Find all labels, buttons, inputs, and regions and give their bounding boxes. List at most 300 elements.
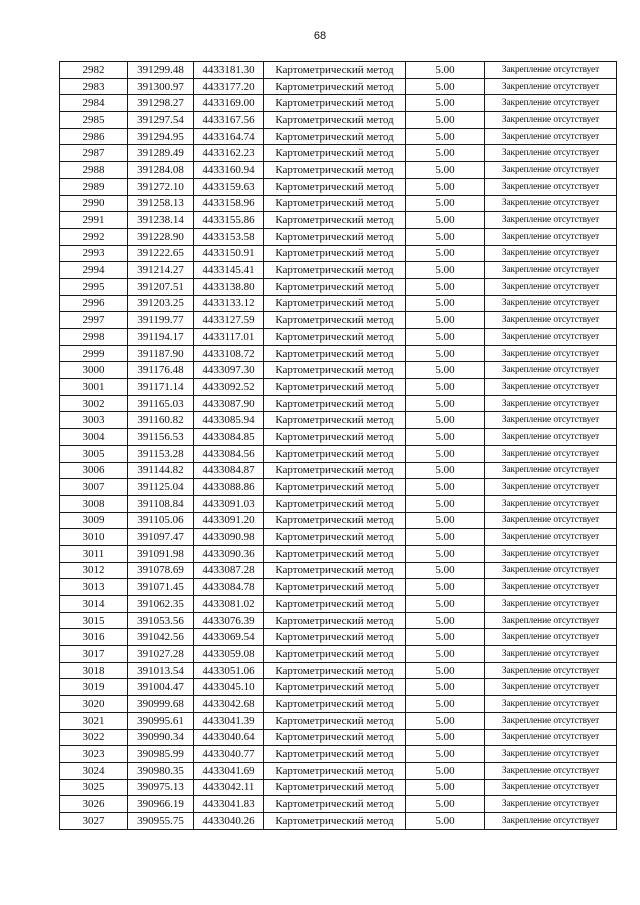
precision-cell: 5.00 bbox=[406, 646, 485, 663]
table-row bbox=[60, 345, 617, 362]
y-coordinate-cell: 4433059.08 bbox=[194, 646, 264, 663]
precision-cell: 5.00 bbox=[406, 78, 485, 95]
table-row bbox=[60, 529, 617, 546]
point-id-cell: 3014 bbox=[60, 596, 128, 613]
x-coordinate-cell: 391153.28 bbox=[128, 445, 194, 462]
y-coordinate-cell: 4433097.30 bbox=[194, 362, 264, 379]
status-cell: Закрепление отсутствует bbox=[485, 796, 617, 813]
y-coordinate-cell: 4433040.64 bbox=[194, 729, 264, 746]
precision-cell: 5.00 bbox=[406, 762, 485, 779]
y-coordinate-cell: 4433041.69 bbox=[194, 762, 264, 779]
y-coordinate-cell: 4433040.77 bbox=[194, 746, 264, 763]
x-coordinate-cell: 391207.51 bbox=[128, 278, 194, 295]
precision-cell: 5.00 bbox=[406, 796, 485, 813]
point-id-cell: 2999 bbox=[60, 345, 128, 362]
x-coordinate-cell: 391284.08 bbox=[128, 162, 194, 179]
table-row bbox=[60, 329, 617, 346]
point-id-cell: 2994 bbox=[60, 262, 128, 279]
table-row bbox=[60, 662, 617, 679]
precision-cell: 5.00 bbox=[406, 395, 485, 412]
method-cell: Картометрический метод bbox=[264, 646, 406, 663]
precision-cell: 5.00 bbox=[406, 779, 485, 796]
table-row bbox=[60, 445, 617, 462]
x-coordinate-cell: 391203.25 bbox=[128, 295, 194, 312]
y-coordinate-cell: 4433162.23 bbox=[194, 145, 264, 162]
precision-cell: 5.00 bbox=[406, 679, 485, 696]
x-coordinate-cell: 391004.47 bbox=[128, 679, 194, 696]
point-id-cell: 2985 bbox=[60, 112, 128, 129]
table-row bbox=[60, 779, 617, 796]
point-id-cell: 2983 bbox=[60, 78, 128, 95]
precision-cell: 5.00 bbox=[406, 512, 485, 529]
method-cell: Картометрический метод bbox=[264, 395, 406, 412]
method-cell: Картометрический метод bbox=[264, 429, 406, 446]
table-row bbox=[60, 729, 617, 746]
method-cell: Картометрический метод bbox=[264, 245, 406, 262]
x-coordinate-cell: 391228.90 bbox=[128, 228, 194, 245]
precision-cell: 5.00 bbox=[406, 579, 485, 596]
status-cell: Закрепление отсутствует bbox=[485, 262, 617, 279]
status-cell: Закрепление отсутствует bbox=[485, 545, 617, 562]
method-cell: Картометрический метод bbox=[264, 729, 406, 746]
precision-cell: 5.00 bbox=[406, 696, 485, 713]
table-row bbox=[60, 112, 617, 129]
x-coordinate-cell: 390980.35 bbox=[128, 762, 194, 779]
method-cell: Картометрический метод bbox=[264, 512, 406, 529]
point-id-cell: 2996 bbox=[60, 295, 128, 312]
point-id-cell: 3006 bbox=[60, 462, 128, 479]
y-coordinate-cell: 4433091.20 bbox=[194, 512, 264, 529]
method-cell: Картометрический метод bbox=[264, 629, 406, 646]
y-coordinate-cell: 4433045.10 bbox=[194, 679, 264, 696]
precision-cell: 5.00 bbox=[406, 562, 485, 579]
point-id-cell: 3007 bbox=[60, 479, 128, 496]
point-id-cell: 3003 bbox=[60, 412, 128, 429]
precision-cell: 5.00 bbox=[406, 112, 485, 129]
precision-cell: 5.00 bbox=[406, 746, 485, 763]
method-cell: Картометрический метод bbox=[264, 228, 406, 245]
method-cell: Картометрический метод bbox=[264, 779, 406, 796]
y-coordinate-cell: 4433042.11 bbox=[194, 779, 264, 796]
table-row bbox=[60, 312, 617, 329]
status-cell: Закрепление отсутствует bbox=[485, 495, 617, 512]
point-id-cell: 2991 bbox=[60, 212, 128, 229]
table-row bbox=[60, 228, 617, 245]
x-coordinate-cell: 391176.48 bbox=[128, 362, 194, 379]
point-id-cell: 3019 bbox=[60, 679, 128, 696]
table-row bbox=[60, 62, 617, 79]
status-cell: Закрепление отсутствует bbox=[485, 662, 617, 679]
y-coordinate-cell: 4433138.80 bbox=[194, 278, 264, 295]
precision-cell: 5.00 bbox=[406, 212, 485, 229]
point-id-cell: 3026 bbox=[60, 796, 128, 813]
y-coordinate-cell: 4433177.20 bbox=[194, 78, 264, 95]
status-cell: Закрепление отсутствует bbox=[485, 812, 617, 829]
y-coordinate-cell: 4433042.68 bbox=[194, 696, 264, 713]
method-cell: Картометрический метод bbox=[264, 662, 406, 679]
status-cell: Закрепление отсутствует bbox=[485, 746, 617, 763]
precision-cell: 5.00 bbox=[406, 128, 485, 145]
precision-cell: 5.00 bbox=[406, 545, 485, 562]
status-cell: Закрепление отсутствует bbox=[485, 479, 617, 496]
point-id-cell: 3013 bbox=[60, 579, 128, 596]
y-coordinate-cell: 4433150.91 bbox=[194, 245, 264, 262]
status-cell: Закрепление отсутствует bbox=[485, 562, 617, 579]
point-id-cell: 2992 bbox=[60, 228, 128, 245]
status-cell: Закрепление отсутствует bbox=[485, 312, 617, 329]
precision-cell: 5.00 bbox=[406, 429, 485, 446]
status-cell: Закрепление отсутствует bbox=[485, 395, 617, 412]
precision-cell: 5.00 bbox=[406, 462, 485, 479]
precision-cell: 5.00 bbox=[406, 228, 485, 245]
y-coordinate-cell: 4433169.00 bbox=[194, 95, 264, 112]
method-cell: Картометрический метод bbox=[264, 78, 406, 95]
point-id-cell: 3004 bbox=[60, 429, 128, 446]
status-cell: Закрепление отсутствует bbox=[485, 612, 617, 629]
method-cell: Картометрический метод bbox=[264, 462, 406, 479]
status-cell: Закрепление отсутствует bbox=[485, 629, 617, 646]
y-coordinate-cell: 4433084.78 bbox=[194, 579, 264, 596]
precision-cell: 5.00 bbox=[406, 596, 485, 613]
table-row bbox=[60, 145, 617, 162]
table-row bbox=[60, 479, 617, 496]
x-coordinate-cell: 391042.56 bbox=[128, 629, 194, 646]
method-cell: Картометрический метод bbox=[264, 812, 406, 829]
precision-cell: 5.00 bbox=[406, 245, 485, 262]
precision-cell: 5.00 bbox=[406, 662, 485, 679]
point-id-cell: 3027 bbox=[60, 812, 128, 829]
point-id-cell: 2998 bbox=[60, 329, 128, 346]
y-coordinate-cell: 4433076.39 bbox=[194, 612, 264, 629]
status-cell: Закрепление отсутствует bbox=[485, 596, 617, 613]
method-cell: Картометрический метод bbox=[264, 445, 406, 462]
x-coordinate-cell: 391027.28 bbox=[128, 646, 194, 663]
status-cell: Закрепление отсутствует bbox=[485, 195, 617, 212]
status-cell: Закрепление отсутствует bbox=[485, 529, 617, 546]
table-row bbox=[60, 295, 617, 312]
y-coordinate-cell: 4433041.83 bbox=[194, 796, 264, 813]
method-cell: Картометрический метод bbox=[264, 329, 406, 346]
table-row bbox=[60, 646, 617, 663]
x-coordinate-cell: 391171.14 bbox=[128, 379, 194, 396]
table-row bbox=[60, 278, 617, 295]
table-row bbox=[60, 379, 617, 396]
x-coordinate-cell: 390985.99 bbox=[128, 746, 194, 763]
point-id-cell: 3016 bbox=[60, 629, 128, 646]
method-cell: Картометрический метод bbox=[264, 579, 406, 596]
table-row bbox=[60, 462, 617, 479]
method-cell: Картометрический метод bbox=[264, 612, 406, 629]
y-coordinate-cell: 4433051.06 bbox=[194, 662, 264, 679]
status-cell: Закрепление отсутствует bbox=[485, 462, 617, 479]
x-coordinate-cell: 390955.75 bbox=[128, 812, 194, 829]
y-coordinate-cell: 4433081.02 bbox=[194, 596, 264, 613]
precision-cell: 5.00 bbox=[406, 629, 485, 646]
method-cell: Картометрический метод bbox=[264, 312, 406, 329]
y-coordinate-cell: 4433085.94 bbox=[194, 412, 264, 429]
x-coordinate-cell: 391298.27 bbox=[128, 95, 194, 112]
precision-cell: 5.00 bbox=[406, 379, 485, 396]
x-coordinate-cell: 391144.82 bbox=[128, 462, 194, 479]
method-cell: Картометрический метод bbox=[264, 195, 406, 212]
table-row bbox=[60, 429, 617, 446]
method-cell: Картометрический метод bbox=[264, 128, 406, 145]
table-row bbox=[60, 562, 617, 579]
point-id-cell: 3005 bbox=[60, 445, 128, 462]
precision-cell: 5.00 bbox=[406, 262, 485, 279]
status-cell: Закрепление отсутствует bbox=[485, 212, 617, 229]
point-id-cell: 2989 bbox=[60, 178, 128, 195]
y-coordinate-cell: 4433133.12 bbox=[194, 295, 264, 312]
y-coordinate-cell: 4433159.63 bbox=[194, 178, 264, 195]
y-coordinate-cell: 4433158.96 bbox=[194, 195, 264, 212]
method-cell: Картометрический метод bbox=[264, 212, 406, 229]
table-row bbox=[60, 495, 617, 512]
method-cell: Картометрический метод bbox=[264, 262, 406, 279]
x-coordinate-cell: 391187.90 bbox=[128, 345, 194, 362]
y-coordinate-cell: 4433087.28 bbox=[194, 562, 264, 579]
status-cell: Закрепление отсутствует bbox=[485, 95, 617, 112]
x-coordinate-cell: 391299.48 bbox=[128, 62, 194, 79]
table-row bbox=[60, 812, 617, 829]
table-row bbox=[60, 195, 617, 212]
table-row bbox=[60, 128, 617, 145]
x-coordinate-cell: 390990.34 bbox=[128, 729, 194, 746]
x-coordinate-cell: 391078.69 bbox=[128, 562, 194, 579]
method-cell: Картометрический метод bbox=[264, 412, 406, 429]
point-id-cell: 2993 bbox=[60, 245, 128, 262]
y-coordinate-cell: 4433108.72 bbox=[194, 345, 264, 362]
status-cell: Закрепление отсутствует bbox=[485, 379, 617, 396]
status-cell: Закрепление отсутствует bbox=[485, 62, 617, 79]
x-coordinate-cell: 391258.13 bbox=[128, 195, 194, 212]
x-coordinate-cell: 391071.45 bbox=[128, 579, 194, 596]
table-row bbox=[60, 395, 617, 412]
precision-cell: 5.00 bbox=[406, 195, 485, 212]
status-cell: Закрепление отсутствует bbox=[485, 412, 617, 429]
y-coordinate-cell: 4433069.54 bbox=[194, 629, 264, 646]
point-id-cell: 3000 bbox=[60, 362, 128, 379]
method-cell: Картометрический метод bbox=[264, 479, 406, 496]
method-cell: Картометрический метод bbox=[264, 178, 406, 195]
table-row bbox=[60, 245, 617, 262]
status-cell: Закрепление отсутствует bbox=[485, 696, 617, 713]
status-cell: Закрепление отсутствует bbox=[485, 779, 617, 796]
precision-cell: 5.00 bbox=[406, 178, 485, 195]
y-coordinate-cell: 4433155.86 bbox=[194, 212, 264, 229]
point-id-cell: 2982 bbox=[60, 62, 128, 79]
table-row bbox=[60, 796, 617, 813]
method-cell: Картометрический метод bbox=[264, 362, 406, 379]
status-cell: Закрепление отсутствует bbox=[485, 245, 617, 262]
method-cell: Картометрический метод bbox=[264, 295, 406, 312]
table-row bbox=[60, 746, 617, 763]
status-cell: Закрепление отсутствует bbox=[485, 579, 617, 596]
point-id-cell: 3025 bbox=[60, 779, 128, 796]
x-coordinate-cell: 391294.95 bbox=[128, 128, 194, 145]
point-id-cell: 3001 bbox=[60, 379, 128, 396]
x-coordinate-cell: 391300.97 bbox=[128, 78, 194, 95]
table-row bbox=[60, 162, 617, 179]
precision-cell: 5.00 bbox=[406, 712, 485, 729]
x-coordinate-cell: 391105.06 bbox=[128, 512, 194, 529]
table-row bbox=[60, 262, 617, 279]
coordinates-table-body bbox=[60, 62, 617, 830]
precision-cell: 5.00 bbox=[406, 162, 485, 179]
point-id-cell: 3017 bbox=[60, 646, 128, 663]
point-id-cell: 3012 bbox=[60, 562, 128, 579]
point-id-cell: 2990 bbox=[60, 195, 128, 212]
method-cell: Картометрический метод bbox=[264, 796, 406, 813]
status-cell: Закрепление отсутствует bbox=[485, 112, 617, 129]
y-coordinate-cell: 4433091.03 bbox=[194, 495, 264, 512]
table-row bbox=[60, 629, 617, 646]
precision-cell: 5.00 bbox=[406, 495, 485, 512]
table-row bbox=[60, 679, 617, 696]
x-coordinate-cell: 391062.35 bbox=[128, 596, 194, 613]
method-cell: Картометрический метод bbox=[264, 696, 406, 713]
y-coordinate-cell: 4433160.94 bbox=[194, 162, 264, 179]
method-cell: Картометрический метод bbox=[264, 679, 406, 696]
method-cell: Картометрический метод bbox=[264, 145, 406, 162]
precision-cell: 5.00 bbox=[406, 445, 485, 462]
y-coordinate-cell: 4433181.30 bbox=[194, 62, 264, 79]
status-cell: Закрепление отсутствует bbox=[485, 712, 617, 729]
point-id-cell: 3021 bbox=[60, 712, 128, 729]
method-cell: Картометрический метод bbox=[264, 345, 406, 362]
y-coordinate-cell: 4433090.98 bbox=[194, 529, 264, 546]
precision-cell: 5.00 bbox=[406, 95, 485, 112]
status-cell: Закрепление отсутствует bbox=[485, 429, 617, 446]
x-coordinate-cell: 390975.13 bbox=[128, 779, 194, 796]
table-row bbox=[60, 212, 617, 229]
table-row bbox=[60, 596, 617, 613]
y-coordinate-cell: 4433127.59 bbox=[194, 312, 264, 329]
y-coordinate-cell: 4433167.56 bbox=[194, 112, 264, 129]
method-cell: Картометрический метод bbox=[264, 162, 406, 179]
method-cell: Картометрический метод bbox=[264, 62, 406, 79]
status-cell: Закрепление отсутствует bbox=[485, 729, 617, 746]
method-cell: Картометрический метод bbox=[264, 712, 406, 729]
table-row bbox=[60, 362, 617, 379]
method-cell: Картометрический метод bbox=[264, 95, 406, 112]
precision-cell: 5.00 bbox=[406, 278, 485, 295]
method-cell: Картометрический метод bbox=[264, 495, 406, 512]
point-id-cell: 2988 bbox=[60, 162, 128, 179]
y-coordinate-cell: 4433084.87 bbox=[194, 462, 264, 479]
point-id-cell: 3022 bbox=[60, 729, 128, 746]
status-cell: Закрепление отсутствует bbox=[485, 345, 617, 362]
precision-cell: 5.00 bbox=[406, 529, 485, 546]
point-id-cell: 2997 bbox=[60, 312, 128, 329]
status-cell: Закрепление отсутствует bbox=[485, 278, 617, 295]
method-cell: Картометрический метод bbox=[264, 596, 406, 613]
x-coordinate-cell: 391289.49 bbox=[128, 145, 194, 162]
precision-cell: 5.00 bbox=[406, 412, 485, 429]
x-coordinate-cell: 391222.65 bbox=[128, 245, 194, 262]
table-row bbox=[60, 712, 617, 729]
y-coordinate-cell: 4433088.86 bbox=[194, 479, 264, 496]
y-coordinate-cell: 4433145.41 bbox=[194, 262, 264, 279]
method-cell: Картометрический метод bbox=[264, 545, 406, 562]
x-coordinate-cell: 390995.61 bbox=[128, 712, 194, 729]
point-id-cell: 3008 bbox=[60, 495, 128, 512]
status-cell: Закрепление отсутствует bbox=[485, 162, 617, 179]
x-coordinate-cell: 391214.27 bbox=[128, 262, 194, 279]
method-cell: Картометрический метод bbox=[264, 529, 406, 546]
y-coordinate-cell: 4433117.01 bbox=[194, 329, 264, 346]
precision-cell: 5.00 bbox=[406, 329, 485, 346]
table-row bbox=[60, 78, 617, 95]
table-row bbox=[60, 412, 617, 429]
x-coordinate-cell: 390966.19 bbox=[128, 796, 194, 813]
y-coordinate-cell: 4433164.74 bbox=[194, 128, 264, 145]
y-coordinate-cell: 4433041.39 bbox=[194, 712, 264, 729]
point-id-cell: 2995 bbox=[60, 278, 128, 295]
y-coordinate-cell: 4433040.26 bbox=[194, 812, 264, 829]
x-coordinate-cell: 391108.84 bbox=[128, 495, 194, 512]
point-id-cell: 3023 bbox=[60, 746, 128, 763]
x-coordinate-cell: 391165.03 bbox=[128, 395, 194, 412]
point-id-cell: 3015 bbox=[60, 612, 128, 629]
table-row bbox=[60, 95, 617, 112]
method-cell: Картометрический метод bbox=[264, 112, 406, 129]
x-coordinate-cell: 391125.04 bbox=[128, 479, 194, 496]
precision-cell: 5.00 bbox=[406, 729, 485, 746]
y-coordinate-cell: 4433153.58 bbox=[194, 228, 264, 245]
table-row bbox=[60, 512, 617, 529]
status-cell: Закрепление отсутствует bbox=[485, 78, 617, 95]
point-id-cell: 3020 bbox=[60, 696, 128, 713]
table-row bbox=[60, 579, 617, 596]
point-id-cell: 2984 bbox=[60, 95, 128, 112]
status-cell: Закрепление отсутствует bbox=[485, 512, 617, 529]
x-coordinate-cell: 391156.53 bbox=[128, 429, 194, 446]
point-id-cell: 3009 bbox=[60, 512, 128, 529]
precision-cell: 5.00 bbox=[406, 345, 485, 362]
status-cell: Закрепление отсутствует bbox=[485, 228, 617, 245]
method-cell: Картометрический метод bbox=[264, 562, 406, 579]
x-coordinate-cell: 391199.77 bbox=[128, 312, 194, 329]
status-cell: Закрепление отсутствует bbox=[485, 762, 617, 779]
table-row bbox=[60, 762, 617, 779]
method-cell: Картометрический метод bbox=[264, 746, 406, 763]
status-cell: Закрепление отсутствует bbox=[485, 178, 617, 195]
x-coordinate-cell: 391238.14 bbox=[128, 212, 194, 229]
y-coordinate-cell: 4433092.52 bbox=[194, 379, 264, 396]
precision-cell: 5.00 bbox=[406, 62, 485, 79]
x-coordinate-cell: 391272.10 bbox=[128, 178, 194, 195]
status-cell: Закрепление отсутствует bbox=[485, 329, 617, 346]
status-cell: Закрепление отсутствует bbox=[485, 145, 617, 162]
status-cell: Закрепление отсутствует bbox=[485, 128, 617, 145]
y-coordinate-cell: 4433087.90 bbox=[194, 395, 264, 412]
status-cell: Закрепление отсутствует bbox=[485, 646, 617, 663]
table-row bbox=[60, 178, 617, 195]
precision-cell: 5.00 bbox=[406, 479, 485, 496]
x-coordinate-cell: 391091.98 bbox=[128, 545, 194, 562]
precision-cell: 5.00 bbox=[406, 312, 485, 329]
method-cell: Картометрический метод bbox=[264, 278, 406, 295]
method-cell: Картометрический метод bbox=[264, 762, 406, 779]
status-cell: Закрепление отсутствует bbox=[485, 295, 617, 312]
point-id-cell: 3002 bbox=[60, 395, 128, 412]
method-cell: Картометрический метод bbox=[264, 379, 406, 396]
x-coordinate-cell: 391097.47 bbox=[128, 529, 194, 546]
precision-cell: 5.00 bbox=[406, 145, 485, 162]
y-coordinate-cell: 4433090.36 bbox=[194, 545, 264, 562]
status-cell: Закрепление отсутствует bbox=[485, 679, 617, 696]
